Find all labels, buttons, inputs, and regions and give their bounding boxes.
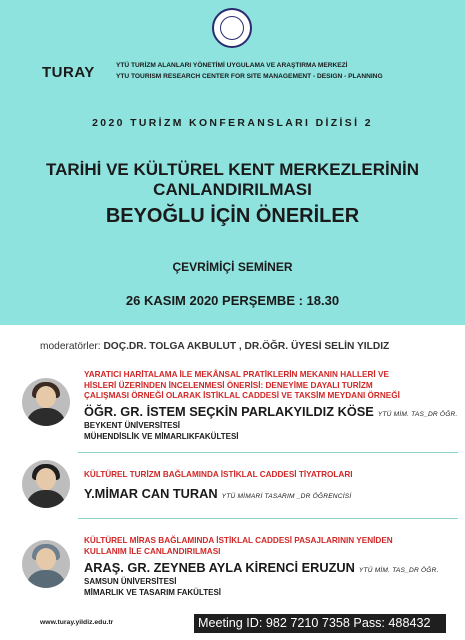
brand-logo: TURAY bbox=[42, 64, 95, 81]
speaker-role-1: YTÜ MİM. TAS_DR ÖĞR. bbox=[377, 411, 458, 418]
speaker-name-3: ARAŞ. GR. ZEYNEB AYLA KİRENCİ ERUZUN YTÜ MİM. TAS_DR ÖĞR. bbox=[84, 560, 439, 575]
moderators-names: DOÇ.DR. TOLGA AKBULUT , DR.ÖĞR. ÜYESİ SELİN YILDIZ bbox=[103, 341, 390, 352]
conference-series: 2020 TURİZM KONFERANSLARI DİZİSİ 2 bbox=[92, 118, 373, 129]
moderators-label: moderatörler: bbox=[40, 341, 101, 352]
research-center-name bbox=[116, 60, 383, 82]
event-title bbox=[0, 160, 465, 200]
event-subtitle: BEYOĞLU İÇİN ÖNERİLER bbox=[105, 205, 360, 227]
talk-topic-1: YARATICI HARİTALAMA İLE MEKÂNSAL PRATİKLERİN MEKANIN HALLERİ VE HİSLERİ ÜZERİNDEN İNCELENMESİ ÖNERİSİ: DENEYİME DAYALI TURİZM ÇALIŞMASI ÖRNEĞİ OLARAK İSTİKLAL CADDESİ VE TAKSİM MEYDANI ÖRNEĞİ bbox=[84, 370, 400, 400]
center-name-en: YTU TOURISM RESEARCH CENTER FOR SITE MANAGEMENT - DESIGN - PLANNING bbox=[116, 73, 383, 80]
meeting-info: Meeting ID: 982 7210 7358 Pass: 488432 bbox=[194, 614, 446, 633]
event-format: ÇEVRİMİÇİ SEMİNER bbox=[172, 260, 293, 274]
speaker-institution-1: BEYKENT ÜNİVERSİTESİ MÜHENDİSLİK VE MİMARLIKFAKÜLTESİ bbox=[84, 421, 239, 441]
title-line-1: TARİHİ VE KÜLTÜREL KENT MERKEZLERİNİN bbox=[45, 160, 420, 179]
title-line-2: CANLANDIRILMASI bbox=[153, 180, 312, 199]
speaker-photo-3 bbox=[22, 540, 70, 588]
speaker-name-2: Y.MİMAR CAN TURAN YTÜ MİMARİ TASARIM _DR ÖĞRENCİSİ bbox=[84, 486, 352, 501]
center-name-tr: YTÜ TURİZM ALANLARI YÖNETİMİ UYGULAMA VE ARAŞTIRMA MERKEZİ bbox=[116, 62, 348, 69]
divider bbox=[78, 518, 458, 519]
talk-topic-3: KÜLTÜREL MİRAS BAĞLAMINDA İSTİKLAL CADDESİ PASAJLARININ YENİDEN KULLANIM İLE CANLANDIRILMASI bbox=[84, 536, 393, 556]
website-link[interactable]: www.turay.yildiz.edu.tr bbox=[40, 619, 114, 626]
speaker-role-2: YTÜ MİMARİ TASARIM _DR ÖĞRENCİSİ bbox=[221, 493, 352, 500]
speaker-photo-1 bbox=[22, 378, 70, 426]
event-datetime: 26 KASIM 2020 PERŞEMBE : 18.30 bbox=[125, 293, 340, 308]
divider bbox=[78, 452, 458, 453]
moderators bbox=[40, 341, 389, 352]
talk-topic-2: KÜLTÜREL TURİZM BAĞLAMINDA İSTİKLAL CADDESİ TİYATROLARI bbox=[84, 470, 353, 479]
speaker-name-1: ÖĞR. GR. İSTEM SEÇKİN PARLAKYILDIZ KÖSE YTÜ MİM. TAS_DR ÖĞR. bbox=[84, 404, 458, 419]
speaker-photo-2 bbox=[22, 460, 70, 508]
speaker-institution-3: SAMSUN ÜNİVERSİTESİ MİMARLIK VE TASARIM FAKÜLTESİ bbox=[84, 577, 222, 597]
speaker-role-3: YTÜ MİM. TAS_DR ÖĞR. bbox=[358, 567, 439, 574]
university-seal-icon bbox=[212, 8, 252, 48]
